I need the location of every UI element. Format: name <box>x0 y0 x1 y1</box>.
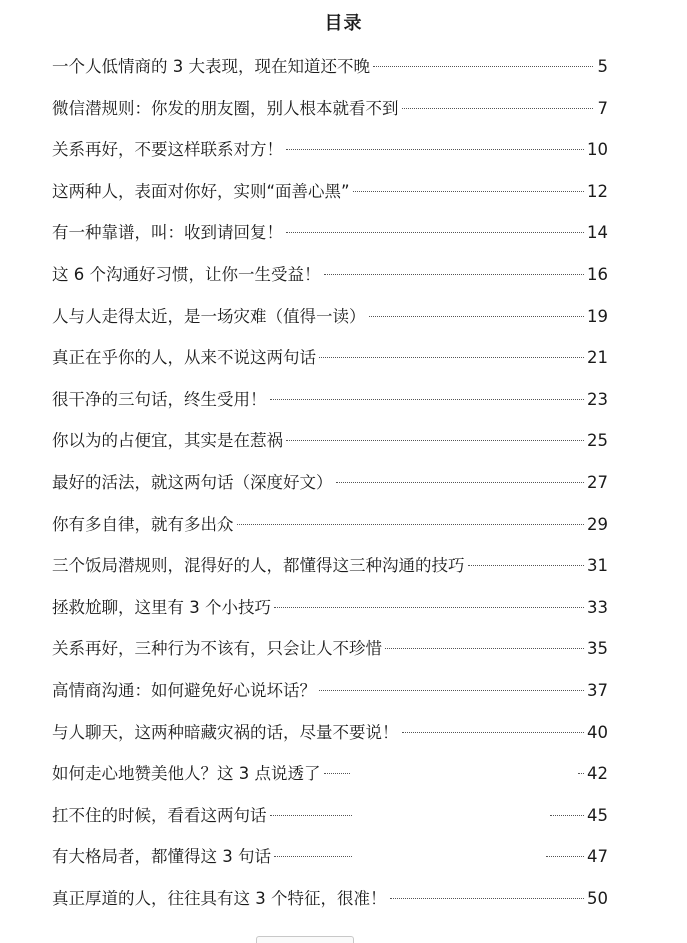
toc-entry-title: 你有多自律，就有多出众 <box>52 514 234 534</box>
dot-leader <box>369 316 585 317</box>
toc-page-number: 10 <box>587 140 608 160</box>
toc-entry-title: 高情商沟通：如何避免好心说坏话？ <box>52 680 316 700</box>
dot-leader <box>373 66 593 67</box>
toc-entry[interactable] <box>52 545 608 587</box>
toc-entry[interactable] <box>52 212 608 254</box>
toc-entry[interactable] <box>52 795 608 837</box>
toc-entry-title: 关系再好，不要这样联系对方！ <box>52 140 283 160</box>
toc-page-number: 19 <box>587 306 608 326</box>
toc-page-number: 40 <box>587 722 608 742</box>
toc-entry[interactable] <box>52 171 608 213</box>
toc-entry-title: 一个人低情商的 3 大表现，现在知道还不晚 <box>52 57 370 76</box>
toc-page-number: 47 <box>587 847 608 867</box>
toc-entry[interactable] <box>52 379 608 421</box>
dot-leader <box>353 191 584 192</box>
toc-entry[interactable] <box>52 129 608 171</box>
dot-leader <box>319 690 584 691</box>
dot-leader <box>237 524 585 525</box>
dot-leader <box>286 232 584 233</box>
toc-entry[interactable] <box>52 254 608 296</box>
toc-entry[interactable] <box>52 88 608 130</box>
toc-entry-title: 如何走心地赞美他人？这 3 点说透了 <box>52 764 321 784</box>
toc-entry[interactable] <box>52 420 608 462</box>
toc-entry-title: 有一种靠谱，叫：收到请回复！ <box>52 223 283 243</box>
toc-entry[interactable] <box>52 46 608 88</box>
toc-entry[interactable] <box>52 712 608 754</box>
toc-entry[interactable] <box>52 296 608 338</box>
dot-leader <box>468 565 585 566</box>
toc-list <box>52 46 608 919</box>
toc-entry[interactable] <box>52 670 608 712</box>
dot-leader <box>402 108 594 109</box>
toc-title: 目录 <box>324 13 363 34</box>
dot-leader <box>390 898 585 899</box>
dot-leader <box>319 357 584 358</box>
toc-entry-title: 很干净的三句话，终生受用！ <box>52 389 267 409</box>
toc-entry-title: 真正在乎你的人，从来不说这两句话 <box>52 348 316 368</box>
toc-page-number: 45 <box>587 805 608 825</box>
toc-entry-title: 与人聊天，这两种暗藏灾祸的话，尽量不要说！ <box>52 722 399 742</box>
toc-entry-title: 真正厚道的人，往往具有这 3 个特征，很准！ <box>52 888 387 908</box>
toc-entry-title: 拯救尬聊，这里有 3 个小技巧 <box>52 597 271 617</box>
toc-entry[interactable] <box>52 878 608 920</box>
dot-leader <box>336 482 585 483</box>
toc-entry-title: 你以为的占便宜，其实是在惹祸 <box>52 431 283 451</box>
toc-page-number: 21 <box>587 348 608 368</box>
toc-entry-title: 人与人走得太近，是一场灾难（值得一读） <box>52 306 366 326</box>
toc-page-number: 31 <box>587 556 608 576</box>
toc-page-number: 50 <box>587 888 608 908</box>
toc-page-number: 33 <box>587 597 608 617</box>
toc-page-number: 23 <box>587 389 608 409</box>
toc-entry[interactable] <box>52 836 608 878</box>
toc-entry-title: 扛不住的时候，看看这两句话 <box>52 805 267 825</box>
toc-entry[interactable] <box>52 337 608 379</box>
toc-page-number: 27 <box>587 472 608 492</box>
toc-entry[interactable] <box>52 628 608 670</box>
toc-entry-title: 这两种人，表面对你好，实则“面善心黑” <box>52 181 350 201</box>
dot-leader <box>274 607 584 608</box>
dot-leader <box>286 440 584 441</box>
toc-entry-title: 这 6 个沟通好习惯，让你一生受益！ <box>52 264 321 284</box>
toc-page-number: 37 <box>587 680 608 700</box>
toc-page-number: 14 <box>587 223 608 243</box>
dot-leader <box>324 274 585 275</box>
toc-page-number: 5 <box>597 57 608 76</box>
toc-page-number: 42 <box>587 764 608 784</box>
toc-page-number: 29 <box>587 514 608 534</box>
toc-page-number: 16 <box>587 264 608 284</box>
toc-page-number: 12 <box>587 181 608 201</box>
toc-entry-title: 关系再好，三种行为不该有，只会让人不珍惜 <box>52 639 382 659</box>
toc-page-number: 7 <box>597 98 608 118</box>
dot-leader <box>270 399 585 400</box>
toc-entry[interactable] <box>52 504 608 546</box>
toc-entry-title: 最好的活法，就这两句话（深度好文） <box>52 472 333 492</box>
toc-entry[interactable] <box>52 587 608 629</box>
toc-entry-title: 有大格局者，都懂得这 3 句话 <box>52 847 271 867</box>
dot-leader <box>385 648 584 649</box>
toc-page-number: 25 <box>587 431 608 451</box>
dot-leader <box>402 732 585 733</box>
toc-page-number: 35 <box>587 639 608 659</box>
dot-leader <box>286 149 584 150</box>
toc-entry-title: 三个饭局潜规则，混得好的人，都懂得这三种沟通的技巧 <box>52 556 465 576</box>
toc-entry[interactable] <box>52 753 608 795</box>
toc-entry-title: 微信潜规则：你发的朋友圈，别人根本就看不到 <box>52 98 399 118</box>
toc-entry[interactable] <box>52 462 608 504</box>
